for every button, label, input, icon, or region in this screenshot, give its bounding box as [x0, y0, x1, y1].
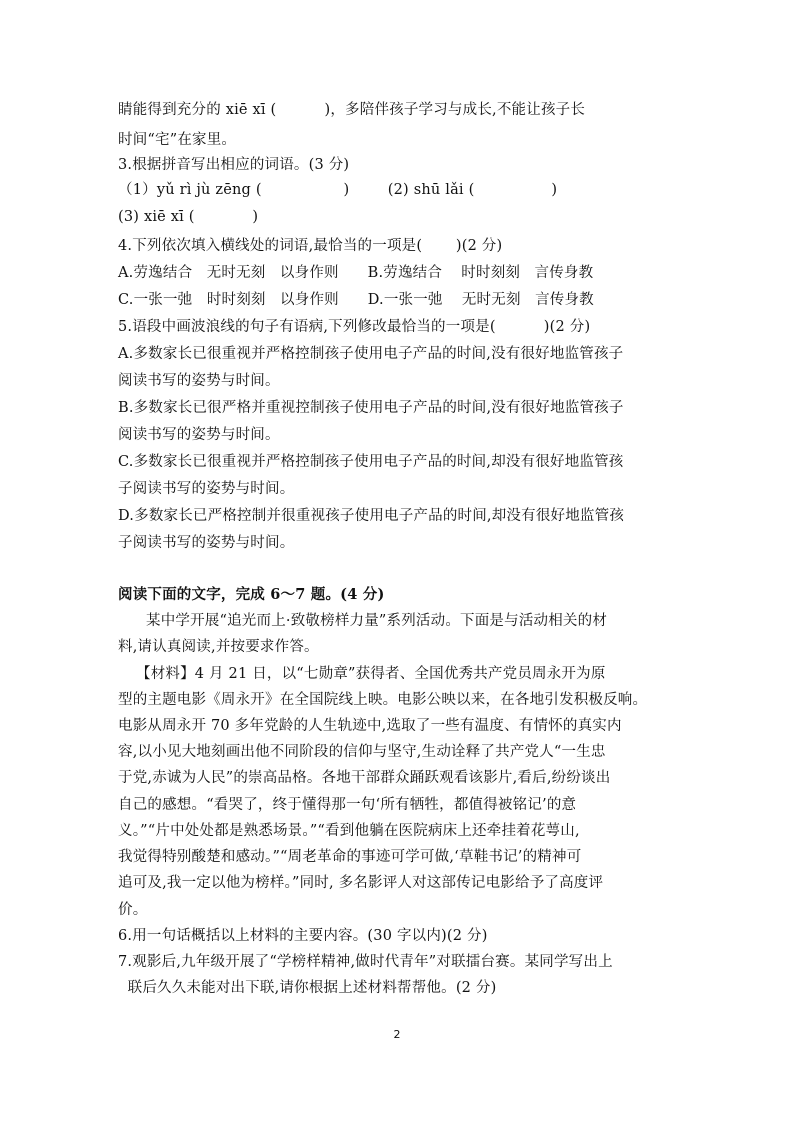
material-line: 我觉得特别酸楚和感动。”“周老革命的事迹可学可做,‘草鞋书记’的精神可 — [118, 849, 582, 865]
text-line: 子阅读书写的姿势与时间。 — [118, 535, 295, 551]
text-line: 睛能得到充分的 xiē xī ( )，多陪伴孩子学习与成长,不能让孩子长 — [118, 102, 586, 118]
question-5: 5.语段中画波浪线的句子有语病,下列修改最恰当的一项是( )(2 分) — [118, 319, 591, 335]
option-line: A.劳逸结合 无时无刻 以身作则 B.劳逸结合 时时刻刻 言传身教 — [118, 265, 594, 281]
paragraph-line: 某中学开展“追光而上·致敬榜样力量”系列活动。下面是与活动相关的材 — [146, 613, 608, 629]
option-d: D.多数家长已严格控制并很重视孩子使用电子产品的时间,却没有很好地监管孩 — [118, 508, 625, 524]
paragraph-line: 料,请认真阅读,并按要求作答。 — [118, 639, 319, 655]
text-line: （1）yǔ rì jù zēng ( ) (2) shū lǎi ( ) — [118, 182, 558, 198]
question-7: 7.观影后,九年级开展了“学榜样精神,做时代青年”对联擂台赛。某同学写出上 — [118, 954, 613, 970]
section-heading: 阅读下面的文字，完成 6～7 题。(4 分) — [118, 586, 385, 603]
material-line: 追可及,我一定以他为榜样。”同时, 多名影评人对这部传记电影给予了高度评 — [118, 875, 604, 891]
material-line: 型的主题电影《周永开》在全国院线上映。电影公映以来，在各地引发积极反响。 — [118, 692, 648, 708]
option-line: C.一张一弛 时时刻刻 以身作则 D.一张一弛 无时无刻 言传身教 — [118, 292, 594, 308]
material-line: 于党,赤诚为人民”的崇高品格。各地干部群众踊跃观看该影片,看后,纷纷谈出 — [118, 770, 611, 786]
text-line: 联后久久未能对出下联,请你根据上述材料帮帮他。(2 分) — [118, 980, 497, 996]
material-line: 【材料】4 月 21 日，以“七勋章”获得者、全国优秀共产党员周永开为原 — [136, 666, 606, 682]
material-line: 价。 — [118, 902, 148, 918]
text-line: (3) xiē xī ( ) — [118, 209, 259, 225]
question-3: 3.根据拼音写出相应的词语。(3 分) — [118, 157, 350, 173]
text-line: 子阅读书写的姿势与时间。 — [118, 481, 295, 497]
option-c: C.多数家长已很重视并严格控制孩子使用电子产品的时间,却没有很好地监管孩 — [118, 454, 624, 470]
material-line: 电影从周永开 70 多年党龄的人生轨迹中,选取了一些有温度、有情怀的真实内 — [118, 718, 622, 734]
question-4: 4.下列依次填入横线处的词语,最恰当的一项是( )(2 分) — [118, 238, 503, 254]
text-line: 阅读书写的姿势与时间。 — [118, 373, 280, 389]
question-6: 6.用一句话概括以上材料的主要内容。(30 字以内)(2 分) — [118, 928, 488, 944]
page-number: 2 — [393, 1028, 401, 1041]
text-line: 阅读书写的姿势与时间。 — [118, 427, 280, 443]
option-b: B.多数家长已很严格并重视控制孩子使用电子产品的时间,没有很好地监管孩子 — [118, 400, 624, 416]
text-line: 时间“宅”在家里。 — [118, 132, 237, 148]
material-line: 义。”“片中处处都是熟悉场景。”“看到他躺在医院病床上还牵挂着花萼山, — [118, 823, 580, 839]
material-line: 自己的感想。“看哭了，终于懂得那一句‘所有牺牲，都值得被铭记’的意 — [118, 797, 577, 813]
option-a: A.多数家长已很重视并严格控制孩子使用电子产品的时间,没有很好地监管孩子 — [118, 346, 624, 362]
material-line: 容,以小见大地刻画出他不同阶段的信仰与坚守,生动诠释了共产党人“一生忠 — [118, 744, 606, 760]
